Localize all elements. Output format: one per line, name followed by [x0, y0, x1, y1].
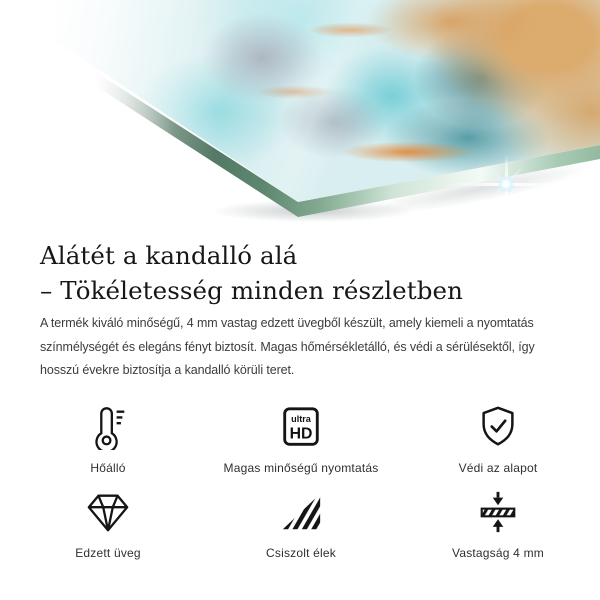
page-title: [40, 238, 463, 308]
svg-text:HD: HD: [289, 425, 313, 443]
feature-label: Magas minőségű nyomtatás: [223, 461, 379, 475]
title-line-2: – Tökéletesség minden részletben: [40, 276, 463, 305]
thickness-icon: [378, 487, 600, 537]
feature-label: Hőálló: [90, 461, 126, 475]
glint-sparkle-icon: [446, 154, 566, 214]
title-line-1: Alátét a kandalló alá: [40, 241, 298, 270]
feature-thickness: [378, 487, 600, 560]
feature-label: Csiszolt élek: [266, 546, 336, 560]
feature-label: Edzett üveg: [75, 546, 141, 560]
feature-label: Védi az alapot: [458, 461, 538, 475]
feature-label: Vastagság 4 mm: [452, 546, 544, 560]
shield-check-icon: [378, 402, 600, 452]
feature-base-protection: [378, 402, 600, 475]
product-image: [0, 0, 600, 234]
svg-text:ultra: ultra: [291, 414, 311, 425]
product-description: A termék kiváló minőségű, 4 mm vastag edzett üvegből készült, amely kiemeli a nyomtatás színmélységét és elegáns fényt biztosít. Magas hőmérsékletálló, és védi a sérülésektől, így hosszú évekre biztosítja a kandalló körüli teret.: [40, 316, 535, 377]
